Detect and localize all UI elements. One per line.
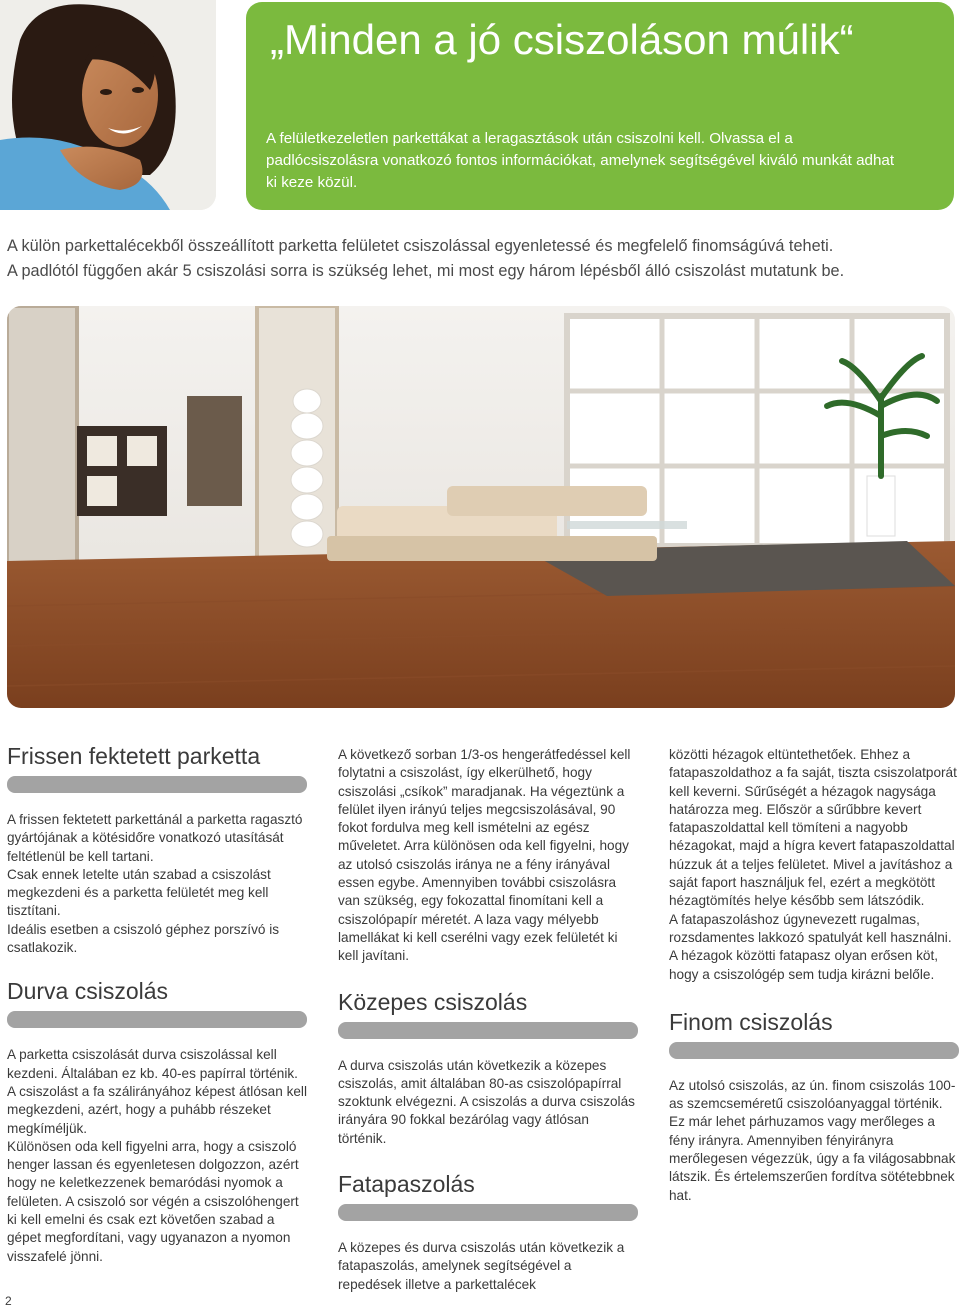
continuation-paragraph: A következő sorban 1/3-os hengerátfedéssel kell folytatni a csiszolást, így elkerülhető, hogy csiszolási „csíkok” maradjanak. Ha végeztünk a felület ilyen irányú teljes megcsiszolásával, 90 fokot fordulva meg kell ismételni az egész műveletet. Arra különösen oda kell figyelni, hogy az utolsó csiszolás iránya ne a fény irányával essen egybe. Amennyiben további csiszolásra van szükség, egy fokozattal finomítani kell a csiszolópapír méretét. A laza vagy mélyebb lamellákat ki kell cserélni vagy ezek felületét ki kell javítani. <box>338 747 631 964</box>
durva-paragraph-3: Különösen oda kell figyelni arra, hogy a csiszoló henger lassan és egyenletesen dolgozzon, azért hogy ne keletkezzenek bemaródási nyomok a felületen. A csiszoló sor végén a csiszolóhengert ki kell emelni és csak ezt követően szabad a gépet megfordítani, vagy ugyanazon a nyomon visszafelé jönni. <box>7 1138 299 1264</box>
column-1 <box>7 740 307 1266</box>
title-banner <box>246 2 954 210</box>
intro-line-1: A külön parkettalécekből összeállított parketta felületet csiszolással egyenletessé és megfelelő finomságúvá teheti. <box>7 237 834 255</box>
heading-fatapaszolas: Fatapaszolás <box>338 1171 475 1198</box>
heading-underline-bar <box>338 1022 638 1039</box>
finom-paragraph-1: Az utolsó csiszolás, az ún. finom csiszolás 100-as szemcseméretű csiszolóanyaggal történik. <box>669 1077 956 1112</box>
continuation2-paragraph-2: A fatapaszoláshoz úgynevezett rugalmas, rozsdamentes lakkozó spatulyát kell használni. A hézagok közötti fatapasz olyan erősen köt, hogy a csiszológép sem tudja kirázni belőle. <box>669 911 952 982</box>
intro-line-2: A padlótól függően akár 5 csiszolási sorra is szükség lehet, mi most egy három lépésből álló csiszolást mutatunk be. <box>7 262 845 280</box>
frissen-paragraph-1: A frissen fektetett parkettánál a parketta ragasztó gyártójának a kötésidőre vonatkozó utasítását feltétlenül be kell tartani. <box>7 812 303 864</box>
living-room-photo <box>7 306 955 708</box>
intro-text <box>7 234 957 284</box>
frissen-paragraph-2: Csak ennek letelte után szabad a csiszolást megkezdeni és a parketta felületét meg kell tisztítani. <box>7 866 271 919</box>
durva-paragraph-1: A parketta csiszolását durva csiszolással kell kezdeni. Általában ez kb. 40-es papírral történik. <box>7 1047 298 1081</box>
lead-text: A felületkezeletlen parkettákat a leragasztások után csiszolni kell. Olvassa el a padlócsiszolásra vonatkozó fontos információkat, amelynek segítségével kiváló munkát adhat ki keze közül. <box>266 130 895 191</box>
heading-underline-bar <box>7 776 307 793</box>
column-3 <box>669 746 959 1205</box>
finom-paragraph-2: Ez már lehet párhuzamos vagy merőleges a fény irányra. Amennyiben fényirányra merőlegesen végezzük, úgy a fa világosabbnak látszik. És értelemszerűen fordítva sötétebbnek hat. <box>669 1114 956 1203</box>
heading-durva: Durva csiszolás <box>7 978 169 1005</box>
fatapaszolas-paragraph-1: A közepes és durva csiszolás után következik a fatapaszolás, amelynek segítségével a repedések illetve a parkettalécek <box>338 1240 625 1292</box>
page-title: „Minden a jó csiszoláson múlik“ <box>270 16 854 63</box>
heading-underline-bar <box>7 1011 307 1028</box>
column-2 <box>338 746 638 1294</box>
heading-kozepes: Közepes csiszolás <box>338 988 528 1015</box>
page-number: 2 <box>5 1294 12 1308</box>
kozepes-paragraph-1: A durva csiszolás után következik a közepes csiszolás, amit általában 80-as csiszolópapírral szoktunk elvégezni. A csiszolás a durva csiszolás irányára 90 fokkal bezárólag vagy átlósan történik. <box>338 1057 635 1146</box>
continuation2-paragraph-1: közötti hézagok eltüntethetőek. Ehhez a fatapaszoldathoz a fa saját, tiszta csiszolatporát kell keverni. Sűrűségét a hézagok nagysága határozza meg. Először a sűrűbbre kevert fatapaszoldattal kell tömíteni a nagyobb hézagokat, majd a hígra kevert fatapaszoldattal húzzuk át a teljes felületet. Mivel a javításhoz a saját faport használjuk fel, ezért a megkötött hézagtömítés helye később sem látszódik. <box>669 747 957 909</box>
heading-finom: Finom csiszolás <box>669 1008 833 1035</box>
durva-paragraph-2: A csiszolást a fa szálirányához képest átlósan kell megkezdeni, azért, hogy a puhább részeket megkíméljük. <box>7 1083 307 1136</box>
heading-frissen: Frissen fektetett parketta <box>7 743 261 769</box>
heading-underline-bar <box>669 1042 959 1059</box>
portrait-photo <box>0 0 216 210</box>
heading-underline-bar <box>338 1204 638 1221</box>
frissen-paragraph-3: Ideális esetben a csiszoló géphez porszívó is csatlakozik. <box>7 921 280 956</box>
